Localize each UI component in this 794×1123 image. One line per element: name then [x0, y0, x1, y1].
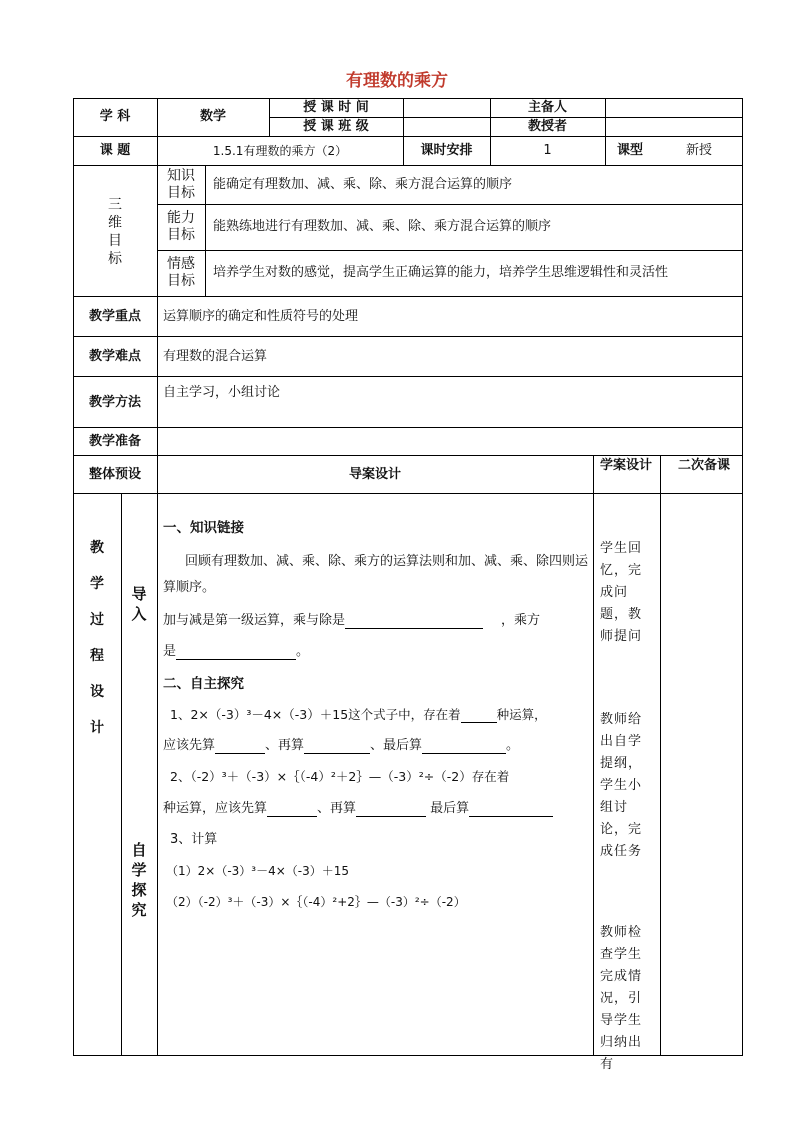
- study-label: 学案设计: [600, 458, 653, 473]
- page-title: 有理数的乘方: [346, 71, 448, 91]
- emotion-goal-text: 培养学生对数的感觉，提高学生正确运算的能力，培养学生思维逻辑性和灵活性: [213, 265, 669, 280]
- subject-value: 数学: [199, 109, 226, 124]
- section-2-heading: 二、自主探究: [163, 676, 244, 692]
- study-note-2: 教师给出自学提纲，学生小组讨论，完成任务: [600, 712, 643, 859]
- process-label: 教 学 过 程 设 计: [90, 540, 104, 736]
- emotion-goal-label: 情感目标: [167, 256, 195, 289]
- type-value: 新授: [686, 143, 713, 158]
- question-2-line-1: 2、（-2）³＋（-3）×｛（-4）²＋2｝—（-3）²÷（-2）存在着: [170, 769, 510, 784]
- schedule-label: 课时安排: [420, 143, 473, 158]
- question-3-item-2: （2）（-2）³＋（-3）×｛（-4）²+2｝—（-3）²÷（-2）: [166, 895, 466, 909]
- goals-label: 三 维 目 标: [108, 197, 122, 267]
- section-1-paragraph-3: 是 。: [163, 644, 310, 659]
- section-1-heading: 一、知识链接: [163, 520, 244, 536]
- subject-label: 学 科: [99, 109, 131, 124]
- question-3: 3、计算: [170, 832, 218, 847]
- question-1-line-2: 应该先算 、再算 、最后算 。: [163, 738, 520, 753]
- study-note-3: 教师检查学生完成情况，引导学生归纳出有: [600, 925, 643, 1072]
- knowledge-goal-label: 知识目标: [167, 168, 195, 201]
- teach-class-label: 授 课 班 级: [303, 119, 369, 134]
- section-1-paragraph-2: 加与减是第一级运算，乘与除是 ，乘方: [163, 613, 541, 628]
- type-label: 课型: [617, 143, 644, 158]
- knowledge-goal-text: 能确定有理数加、减、乘、除、乘方混合运算的顺序: [213, 177, 513, 192]
- difficulties-text: 有理数的混合运算: [163, 349, 268, 364]
- key-points-label: 教学重点: [88, 309, 141, 324]
- question-1-line-1: 1、2×（-3）³－4×（-3）＋15这个式子中，存在着 种运算，: [170, 707, 547, 722]
- second-label: 二次备课: [678, 458, 731, 473]
- study-note-1: 学生回忆，完成问题，教师提问: [600, 541, 643, 644]
- key-points-text: 运算顺序的确定和性质符号的处理: [163, 309, 359, 324]
- explore-label: 自 学 探 究: [131, 841, 147, 919]
- teacher-label: 教授者: [527, 119, 567, 134]
- overall-label: 整体预设: [88, 467, 141, 482]
- methods-text: 自主学习，小组讨论: [163, 385, 281, 400]
- preparation-label: 教学准备: [88, 434, 141, 449]
- guide-label: 导案设计: [348, 467, 401, 482]
- schedule-value: 1: [543, 143, 552, 158]
- main-prep-label: 主备人: [527, 100, 567, 115]
- topic-label: 课 题: [99, 143, 131, 158]
- methods-label: 教学方法: [88, 395, 141, 410]
- question-3-item-1: （1）2×（-3）³－4×（-3）＋15: [166, 864, 350, 878]
- section-1-paragraph-1: 回顾有理数加、减、乘、除、乘方的运算法则和加、减、乘、除四则运算顺序。: [163, 554, 589, 595]
- teach-time-label: 授 课 时 间: [303, 100, 369, 115]
- ability-goal-text: 能熟练地进行有理数加、减、乘、除、乘方混合运算的顺序: [213, 219, 552, 234]
- topic-value: 1.5.1有理数的乘方（2）: [212, 144, 348, 158]
- question-2-line-2: 种运算，应该先算 、再算 最后算: [163, 801, 553, 817]
- intro-label: 导 入: [131, 585, 147, 623]
- ability-goal-label: 能力目标: [167, 210, 195, 243]
- difficulties-label: 教学难点: [88, 349, 141, 364]
